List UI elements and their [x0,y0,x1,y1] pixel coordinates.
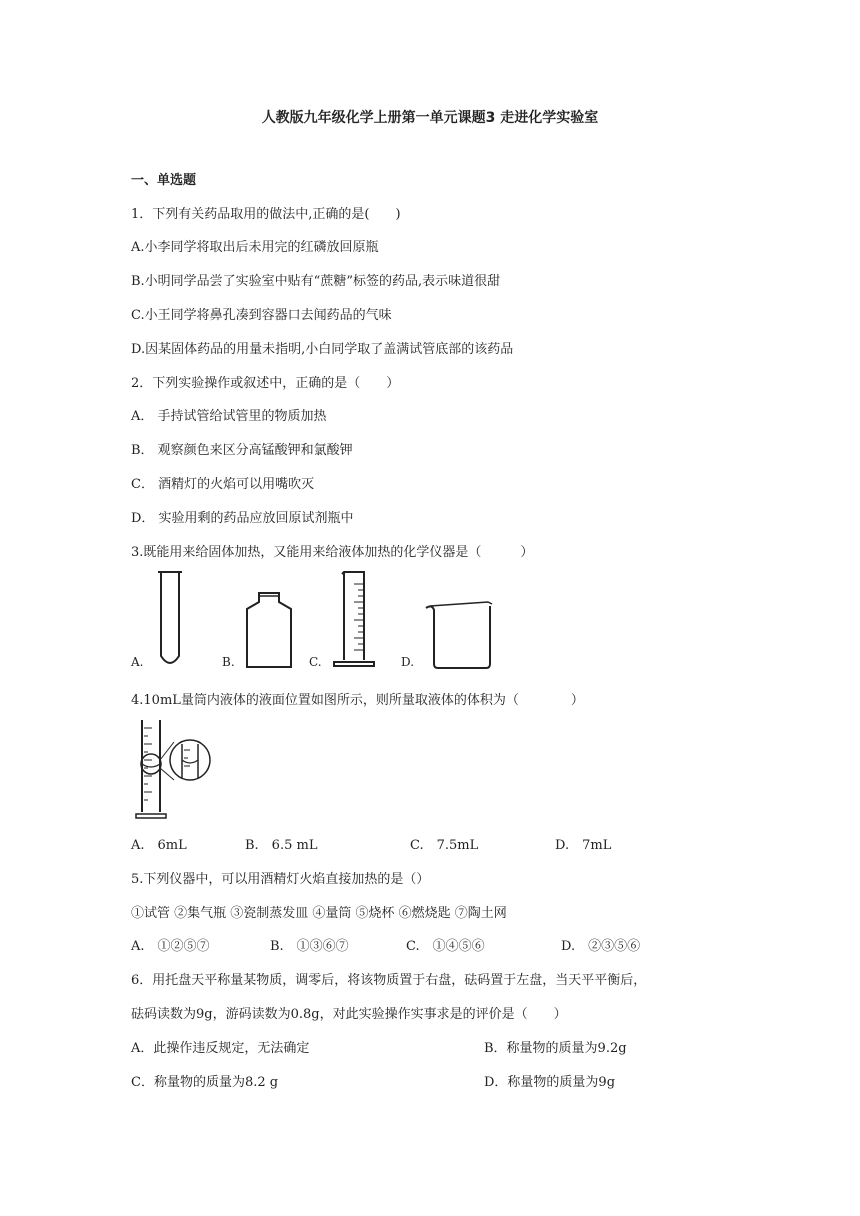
q2-option-a: A． 手持试管给试管里的物质加热 [131,409,327,424]
q6-option-c: C．称量物的质量为8.2 g [131,1075,279,1090]
q1-option-d: D.因某固体药品的用量未指明,小白同学取了盖满试管底部的该药品 [131,342,514,357]
q3-label-d: D. [401,655,415,669]
q4-option-b: B. 6.5 mL [245,838,318,853]
q5-option-d: D. ②③⑤⑥ [561,939,641,954]
q3-label-c: C. [309,655,322,669]
q1-stem: 1．下列有关药品取用的做法中,正确的是( ) [131,207,401,222]
q5-items: ①试管 ②集气瓶 ③瓷制蒸发皿 ④量筒 ⑤烧杯 ⑥燃烧匙 ⑦陶土网 [131,906,507,921]
q6-stem-line2: 砝码读数为9g，游码读数为0.8g，对此实验操作实事求是的评价是（ ） [131,1007,567,1022]
q3-label-b: B. [222,655,235,669]
page-title: 人教版九年级化学上册第一单元课题3 走进化学实验室 [261,110,599,126]
q4-option-c: C. 7.5mL [410,838,479,853]
q5-option-a: A. ①②⑤⑦ [131,939,210,954]
q5-option-b: B. ①③⑥⑦ [270,939,349,954]
q6-stem-line1: 6．用托盘天平称量某物质，调零后，将该物质置于右盘，砝码置于左盘，当天平平衡后， [131,973,647,988]
q4-option-a: A. 6mL [131,838,187,853]
q5-stem: 5.下列仪器中，可以用酒精灯火焰直接加热的是（） [131,872,430,887]
q2-option-c: C． 酒精灯的火焰可以用嘴吹灭 [131,477,315,492]
q6-option-d: D．称量物的质量为9g [484,1075,616,1090]
q3-label-a: A. [131,655,144,669]
q2-option-d: D． 实验用剩的药品应放回原试剂瓶中 [131,511,354,526]
cylinder-reading-figure [134,720,214,820]
q2-option-b: B． 观察颜色来区分高锰酸钾和氯酸钾 [131,443,353,458]
test-tube-figure [150,570,190,670]
q1-option-a: A.小李同学将取出后未用完的红磷放回原瓶 [131,240,379,255]
q6-option-a: A．此操作违反规定，无法确定 [131,1041,310,1056]
q2-stem: 2．下列实验操作或叙述中，正确的是（ ） [131,376,400,391]
q5-option-c: C. ①④⑤⑥ [406,939,485,954]
beaker-figure [422,598,494,670]
q6-option-b: B．称量物的质量为9.2g [484,1041,627,1056]
q1-option-c: C.小王同学将鼻孔凑到容器口去闻药品的气味 [131,308,392,323]
graduated-cylinder-figure [330,570,378,670]
q1-option-b: B.小明同学品尝了实验室中贴有“蔗糖”标签的药品,表示味道很甜 [131,274,501,289]
q3-stem: 3.既能用来给固体加热，又能用来给液体加热的化学仪器是（ ） [131,545,534,560]
q4-option-d: D. 7mL [555,838,612,853]
q4-stem: 4.10mL量筒内液体的液面位置如图所示，则所量取液体的体积为（ ） [131,693,584,708]
section-heading: 一、单选题 [131,173,197,188]
reagent-bottle-figure [243,592,295,670]
